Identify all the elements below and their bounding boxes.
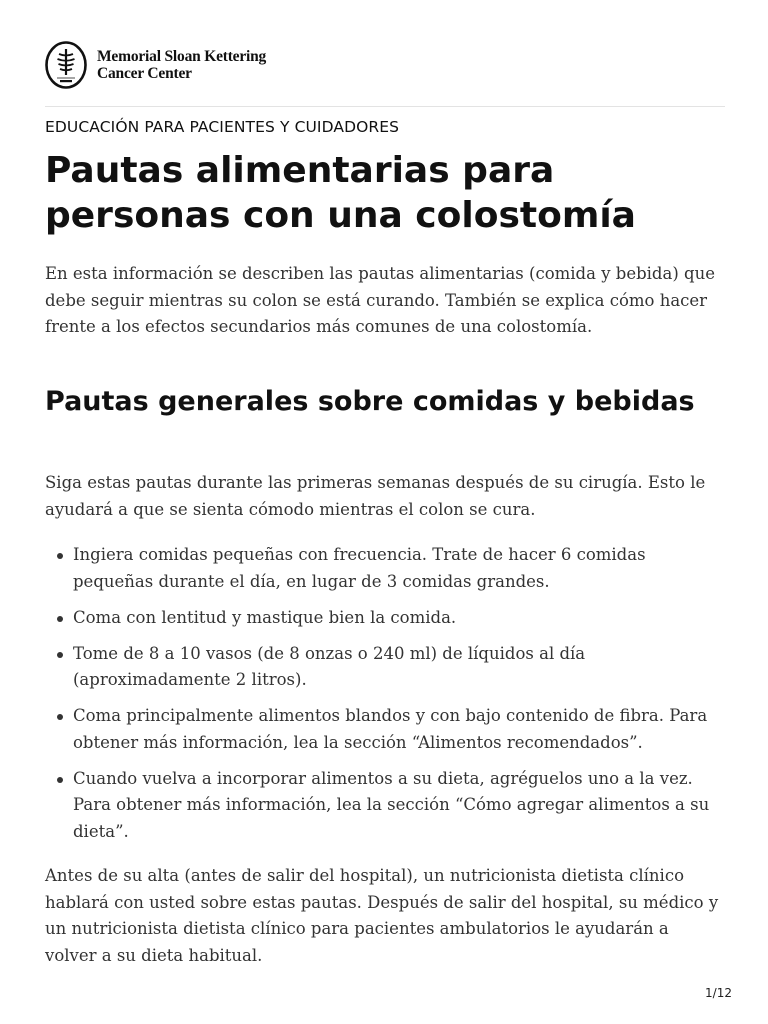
category-label: EDUCACIÓN PARA PACIENTES Y CUIDADORES (45, 118, 400, 136)
section-heading: Pautas generales sobre comidas y bebidas (45, 386, 695, 417)
page-number: 1/12 (705, 986, 732, 1000)
list-item (45, 766, 725, 846)
section-lead-paragraph: Siga estas pautas durante las primeras semanas después de su cirugía. Esto le ayudará a que se sienta cómodo mientras el colon se cura. (45, 473, 706, 519)
list-item (45, 703, 725, 756)
list-item-text: Coma con lentitud y mastique bien la comida. (73, 607, 457, 627)
intro-paragraph: En esta información se describen las pautas alimentarias (comida y bebida) que debe seguir mientras su colon se está curando. También se explica cómo hacer frente a los efectos secundarios más comunes de una colostomía. (45, 264, 715, 336)
list-item (45, 641, 725, 694)
list-item-text: Cuando vuelva a incorporar alimentos a su dieta, agréguelos uno a la vez. Para obtener más información, lea la sección “Cómo agregar alimentos a su dieta”. (73, 768, 710, 841)
msk-caduceus-seal-icon (45, 41, 87, 89)
guidelines-list (45, 542, 725, 855)
brand-header (45, 39, 266, 91)
bullet-icon (57, 652, 63, 658)
list-item-text: Tome de 8 a 10 vasos (de 8 onzas o 240 ml) de líquidos al día (aproximadamente 2 litros). (73, 643, 586, 689)
bullet-icon (57, 553, 63, 559)
page-title: Pautas alimentarias para personas con una colostomía (45, 150, 636, 236)
list-item-text: Ingiera comidas pequeñas con frecuencia. Trate de hacer 6 comidas pequeñas durante el día, en lugar de 3 comidas grandes. (73, 545, 646, 591)
list-item (45, 542, 725, 595)
list-item (45, 605, 725, 632)
bullet-icon (57, 714, 63, 720)
brand-name-line1: Memorial Sloan Kettering (97, 48, 267, 65)
document-page (45, 0, 725, 1024)
bullet-icon (57, 616, 63, 622)
brand-wordmark (97, 48, 266, 82)
brand-name-line2: Cancer Center (97, 65, 192, 82)
list-item-text: Coma principalmente alimentos blandos y con bajo contenido de fibra. Para obtener más información, lea la sección “Alimentos recomendados”. (73, 706, 708, 752)
header-divider (45, 106, 725, 107)
bullet-icon (57, 777, 63, 783)
closing-paragraph: Antes de su alta (antes de salir del hospital), un nutricionista dietista clínico hablará con usted sobre estas pautas. Después de salir del hospital, su médico y un nutricionista dietista clínico para pacientes ambulatorios le ayudarán a volver a su dieta habitual. (45, 866, 719, 965)
